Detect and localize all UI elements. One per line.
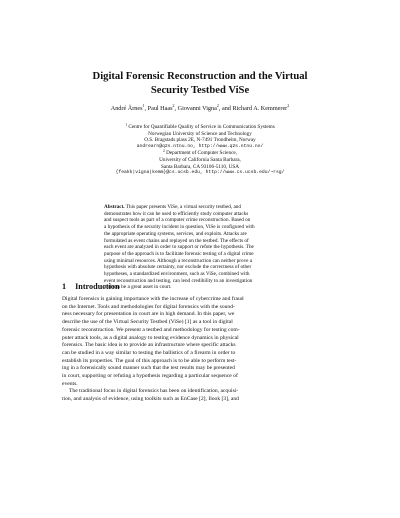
author-kemmerer: Richard A. Kemmerer bbox=[232, 105, 288, 112]
section-title: Introduction bbox=[75, 282, 120, 291]
abstract-line: a hypothesis of the security incident in question, ViSe is configured with bbox=[104, 224, 255, 231]
abstract-line: each event are analyzed in order to support or refute the hypothesis. The bbox=[104, 244, 254, 251]
body-line: establish its properties. The goal of this approach is to be able to perform test- bbox=[62, 357, 237, 364]
abstract-label: Abstract. bbox=[104, 204, 125, 210]
abstract-line: hypothesis with absolute certainty, nor exclude the correctness of other bbox=[104, 264, 252, 271]
body-line: in court, supporting or refuting a hypothesis regarding a particular sequence of bbox=[62, 373, 238, 380]
body-line: tion, and analysis of evidence, using toolkits such as EnCase [2], Ilook [3], and bbox=[62, 396, 239, 403]
body-line: can be studied in a way similar to testing the ballistics of a firearm in order to bbox=[62, 349, 236, 356]
body-line: on the Internet. Tools and methodologies for digital forensics with the sound- bbox=[62, 303, 235, 310]
affiliation-contact: {feakk|vigna|kemm}@cs.ucsb.edu, http://www.cs.ucsb.edu/~rsg/ bbox=[115, 170, 285, 176]
title-line-2: Security Testbed ViSe bbox=[150, 85, 250, 96]
author-separator: , bbox=[174, 105, 178, 112]
abstract-line: event reconstruction and testing, can lend credibility to an investigation bbox=[104, 277, 253, 284]
author-affiliation-mark: 2 bbox=[172, 103, 175, 108]
title-line-1: Digital Forensic Reconstruction and the Virtual bbox=[92, 71, 308, 82]
author-separator: , bbox=[144, 105, 148, 112]
body-line: ing in a forensically sound manner such that the test results may be presented bbox=[62, 365, 235, 372]
abstract bbox=[104, 204, 304, 291]
body-text bbox=[62, 296, 342, 404]
body-line: ness necessary for presentation in court are in high demand. In this paper, we bbox=[62, 311, 235, 318]
section-heading bbox=[62, 282, 120, 291]
abstract-line: and can be a great asset in court. bbox=[104, 284, 172, 291]
author-haas: Paul Haas bbox=[147, 105, 173, 112]
author-vigna: Giovanni Vigna bbox=[177, 105, 217, 112]
affiliation-line: Santa Barbara, CA 93106-5110, USA bbox=[161, 163, 239, 170]
abstract-line: and suspect tools as part of a computer crime reconstruction. Based on bbox=[104, 217, 251, 224]
author-affiliation-mark: 2 bbox=[287, 103, 290, 108]
author-affiliation-mark: 2 bbox=[216, 103, 219, 108]
body-line: Digital forensics is gaining importance with the increase of cybercrime and fraud bbox=[62, 296, 244, 302]
affiliation-line: Norwegian University of Science and Technology bbox=[148, 130, 252, 137]
affiliation-line: University of California Santa Barbara, bbox=[159, 156, 241, 163]
affiliation-mark: 2 bbox=[163, 149, 165, 154]
body-line: The traditional focus in digital forensics has been on identification, acquisi- bbox=[69, 388, 239, 395]
abstract-line: hypotheses, a standardized environment, such as ViSe, combined with bbox=[104, 271, 250, 278]
affiliation-contact: andrearn@q2s.ntnu.no, http://www.q2s.ntnu.no/ bbox=[136, 143, 264, 149]
body-line: forensic reconstruction. We present a testbed and methodology for testing com- bbox=[62, 326, 240, 333]
body-line: describe the use of the Virtual Security Testbed (ViSe) [1] as a tool in digital bbox=[62, 319, 233, 326]
abstract-line: formulated as event chains and replayed on the testbed. The effects of bbox=[104, 237, 249, 244]
section-number: 1 bbox=[62, 282, 67, 291]
author-affiliation-mark: 1 bbox=[142, 103, 145, 108]
affiliation-line: $^2$ Department of Computer Science, bbox=[163, 149, 237, 157]
abstract-line: Abstract. This paper presents ViSe, a virtual security testbed, and bbox=[104, 204, 241, 210]
author-list bbox=[40, 105, 360, 113]
body-line: puter attack tools, as a digital analogy to testing evidence dynamics in physical bbox=[62, 334, 239, 341]
paper-title bbox=[60, 70, 340, 98]
abstract-line: using minimal resources. Although a reconstruction can neither prove a bbox=[104, 257, 253, 264]
body-line: forensics. The basic idea is to provide an infrastructure where specific attacks bbox=[62, 342, 236, 349]
abstract-line: purpose of the approach is to facilitate forensic testing of a digital crime bbox=[104, 250, 254, 257]
body-line: events. bbox=[62, 380, 78, 387]
affiliation-mark: 1 bbox=[125, 123, 128, 127]
affiliation-line: O.S. Bragstads plass 2E, N-7491 Trondheim, Norway bbox=[144, 137, 256, 144]
author-separator: , and bbox=[218, 105, 233, 112]
abstract-line: the appropriate operating systems, services, and exploits. Attacks are bbox=[104, 230, 247, 237]
affiliations bbox=[60, 124, 340, 177]
abstract-line: demonstrates how it can be used to efficiently study computer attacks bbox=[104, 210, 249, 217]
author-arnes: André Årnes bbox=[110, 105, 143, 112]
affiliation-line: $^1$ Centre for Quantifiable Quality of Service in Communication Systems bbox=[125, 123, 275, 130]
